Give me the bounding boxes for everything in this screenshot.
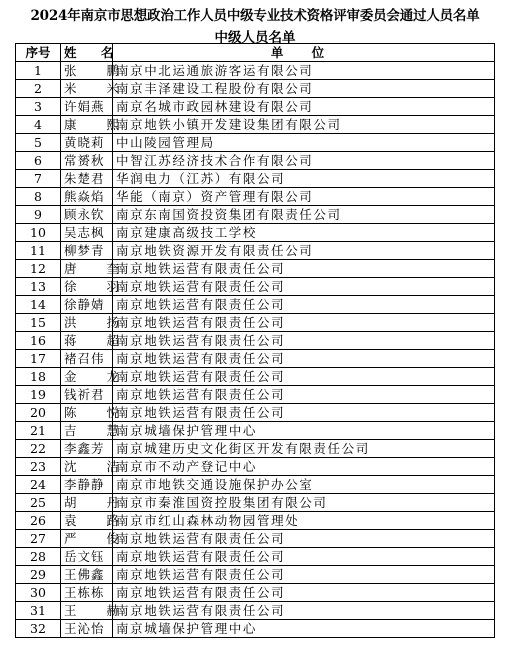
row-seq-cell: 13 — [16, 278, 61, 296]
table-row — [16, 278, 495, 296]
row-name-cell: 岳文钰 — [61, 548, 113, 566]
document-title: 2024年南京市思想政治工作人员中级专业技术资格评审委员会通过人员名单 — [30, 8, 480, 24]
row-seq-cell: 16 — [16, 332, 61, 350]
column-header-name: 姓 名 — [61, 44, 113, 62]
row-unit-cell: 中山陵园管理局 — [113, 134, 495, 152]
column-header-seq: 序号 — [16, 44, 61, 62]
table-row — [16, 494, 495, 512]
row-unit-cell: 南京中北运通旅游客运有限公司 — [113, 62, 495, 80]
row-unit-cell: 南京地铁运营有限责任公司 — [113, 278, 495, 296]
row-name-cell: 沈 洁 — [61, 458, 113, 476]
row-unit-cell: 南京地铁运营有限责任公司 — [113, 548, 495, 566]
table-row — [16, 206, 495, 224]
table-row — [16, 548, 495, 566]
row-unit-cell: 南京地铁运营有限责任公司 — [113, 530, 495, 548]
row-unit-cell: 南京丰泽建设工程股份有限公司 — [113, 80, 495, 98]
row-unit-cell: 南京地铁运营有限责任公司 — [113, 386, 495, 404]
table-header-row — [16, 44, 495, 62]
row-seq-cell: 20 — [16, 404, 61, 422]
row-seq-cell: 5 — [16, 134, 61, 152]
table-row — [16, 440, 495, 458]
table-row — [16, 458, 495, 476]
row-unit-cell: 南京地铁运营有限责任公司 — [113, 296, 495, 314]
row-seq-cell: 4 — [16, 116, 61, 134]
table-row — [16, 602, 495, 620]
row-name-cell: 黄晓莉 — [61, 134, 113, 152]
row-seq-cell: 32 — [16, 620, 61, 638]
row-name-cell: 朱楚君 — [61, 170, 113, 188]
row-unit-cell: 南京地铁运营有限责任公司 — [113, 566, 495, 584]
row-seq-cell: 17 — [16, 350, 61, 368]
row-seq-cell: 7 — [16, 170, 61, 188]
row-name-cell: 王沁怡 — [61, 620, 113, 638]
row-name-cell: 顾永钦 — [61, 206, 113, 224]
row-name-cell: 蒋 超 — [61, 332, 113, 350]
row-name-cell: 徐静婧 — [61, 296, 113, 314]
row-seq-cell: 8 — [16, 188, 61, 206]
row-name-cell: 徐 羽 — [61, 278, 113, 296]
table-row — [16, 62, 495, 80]
row-seq-cell: 19 — [16, 386, 61, 404]
row-name-cell: 张 鹏 — [61, 62, 113, 80]
row-unit-cell: 华润电力（江苏）有限公司 — [113, 170, 495, 188]
row-unit-cell: 南京地铁运营有限责任公司 — [113, 404, 495, 422]
row-name-cell: 吉 慧 — [61, 422, 113, 440]
row-name-cell: 许娟燕 — [61, 98, 113, 116]
table-row — [16, 80, 495, 98]
table-row — [16, 620, 495, 638]
row-name-cell: 熊焱焰 — [61, 188, 113, 206]
row-seq-cell: 18 — [16, 368, 61, 386]
table-row — [16, 116, 495, 134]
row-unit-cell: 南京市秦淮国资控股集团有限公司 — [113, 494, 495, 512]
row-unit-cell: 南京地铁运营有限责任公司 — [113, 602, 495, 620]
document-subtitle: 中级人员名单 — [214, 30, 296, 46]
row-unit-cell: 南京城建历史文化街区开发有限责任公司 — [113, 440, 495, 458]
row-unit-cell: 南京地铁运营有限责任公司 — [113, 332, 495, 350]
row-unit-cell: 中智江苏经济技术合作有限公司 — [113, 152, 495, 170]
row-name-cell: 严 俊 — [61, 530, 113, 548]
row-unit-cell: 南京地铁运营有限责任公司 — [113, 314, 495, 332]
row-unit-cell: 南京市红山森林动物园管理处 — [113, 512, 495, 530]
row-unit-cell: 南京地铁运营有限责任公司 — [113, 350, 495, 368]
row-unit-cell: 南京地铁小镇开发建设集团有限公司 — [113, 116, 495, 134]
table-row — [16, 512, 495, 530]
table-row — [16, 332, 495, 350]
row-seq-cell: 31 — [16, 602, 61, 620]
table-row — [16, 152, 495, 170]
table-row — [16, 422, 495, 440]
row-name-cell: 李鑫芳 — [61, 440, 113, 458]
row-seq-cell: 2 — [16, 80, 61, 98]
table-row — [16, 530, 495, 548]
row-seq-cell: 10 — [16, 224, 61, 242]
row-unit-cell: 南京名城市政园林建设有限公司 — [113, 98, 495, 116]
table-row — [16, 242, 495, 260]
row-name-cell: 洪 扬 — [61, 314, 113, 332]
row-name-cell: 陈 悦 — [61, 404, 113, 422]
table-row — [16, 188, 495, 206]
table-row — [16, 566, 495, 584]
row-seq-cell: 3 — [16, 98, 61, 116]
table-row — [16, 224, 495, 242]
row-seq-cell: 27 — [16, 530, 61, 548]
row-seq-cell: 26 — [16, 512, 61, 530]
row-seq-cell: 1 — [16, 62, 61, 80]
table-row — [16, 170, 495, 188]
row-name-cell: 唐 奎 — [61, 260, 113, 278]
row-unit-cell: 南京城墙保护管理中心 — [113, 422, 495, 440]
row-unit-cell: 南京市地铁交通设施保护办公室 — [113, 476, 495, 494]
row-seq-cell: 12 — [16, 260, 61, 278]
row-name-cell: 王 赫 — [61, 602, 113, 620]
row-seq-cell: 24 — [16, 476, 61, 494]
row-seq-cell: 22 — [16, 440, 61, 458]
personnel-table — [15, 43, 495, 638]
row-name-cell: 王佛鑫 — [61, 566, 113, 584]
row-seq-cell: 23 — [16, 458, 61, 476]
row-unit-cell: 南京城墙保护管理中心 — [113, 620, 495, 638]
row-seq-cell: 9 — [16, 206, 61, 224]
row-unit-cell: 南京市不动产登记中心 — [113, 458, 495, 476]
row-unit-cell: 南京地铁运营有限责任公司 — [113, 260, 495, 278]
table-row — [16, 350, 495, 368]
row-seq-cell: 29 — [16, 566, 61, 584]
row-name-cell: 金 龙 — [61, 368, 113, 386]
row-unit-cell: 南京东南国资投资集团有限责任公司 — [113, 206, 495, 224]
row-name-cell: 李静静 — [61, 476, 113, 494]
row-name-cell: 褚召伟 — [61, 350, 113, 368]
table-row — [16, 296, 495, 314]
row-unit-cell: 南京地铁运营有限责任公司 — [113, 368, 495, 386]
table-row — [16, 404, 495, 422]
row-seq-cell: 25 — [16, 494, 61, 512]
row-seq-cell: 11 — [16, 242, 61, 260]
row-unit-cell: 南京地铁资源开发有限责任公司 — [113, 242, 495, 260]
row-name-cell: 袁 路 — [61, 512, 113, 530]
table-row — [16, 314, 495, 332]
table-row — [16, 476, 495, 494]
row-seq-cell: 14 — [16, 296, 61, 314]
row-name-cell: 王栋栋 — [61, 584, 113, 602]
row-name-cell: 吴志枫 — [61, 224, 113, 242]
row-name-cell: 钱祈君 — [61, 386, 113, 404]
row-seq-cell: 28 — [16, 548, 61, 566]
row-name-cell: 康 熙 — [61, 116, 113, 134]
row-seq-cell: 15 — [16, 314, 61, 332]
column-header-unit: 单 位 — [113, 44, 495, 62]
table-row — [16, 134, 495, 152]
table-row — [16, 386, 495, 404]
row-unit-cell: 华能（南京）资产管理有限公司 — [113, 188, 495, 206]
row-seq-cell: 30 — [16, 584, 61, 602]
row-name-cell: 胡 丹 — [61, 494, 113, 512]
row-unit-cell: 南京地铁运营有限责任公司 — [113, 584, 495, 602]
table-row — [16, 98, 495, 116]
row-name-cell: 常赟秋 — [61, 152, 113, 170]
row-seq-cell: 21 — [16, 422, 61, 440]
table-row — [16, 584, 495, 602]
table-row — [16, 368, 495, 386]
row-name-cell: 柳梦青 — [61, 242, 113, 260]
row-seq-cell: 6 — [16, 152, 61, 170]
table-row — [16, 260, 495, 278]
table-body — [16, 62, 495, 638]
row-name-cell: 米 米 — [61, 80, 113, 98]
row-unit-cell: 南京建康高级技工学校 — [113, 224, 495, 242]
